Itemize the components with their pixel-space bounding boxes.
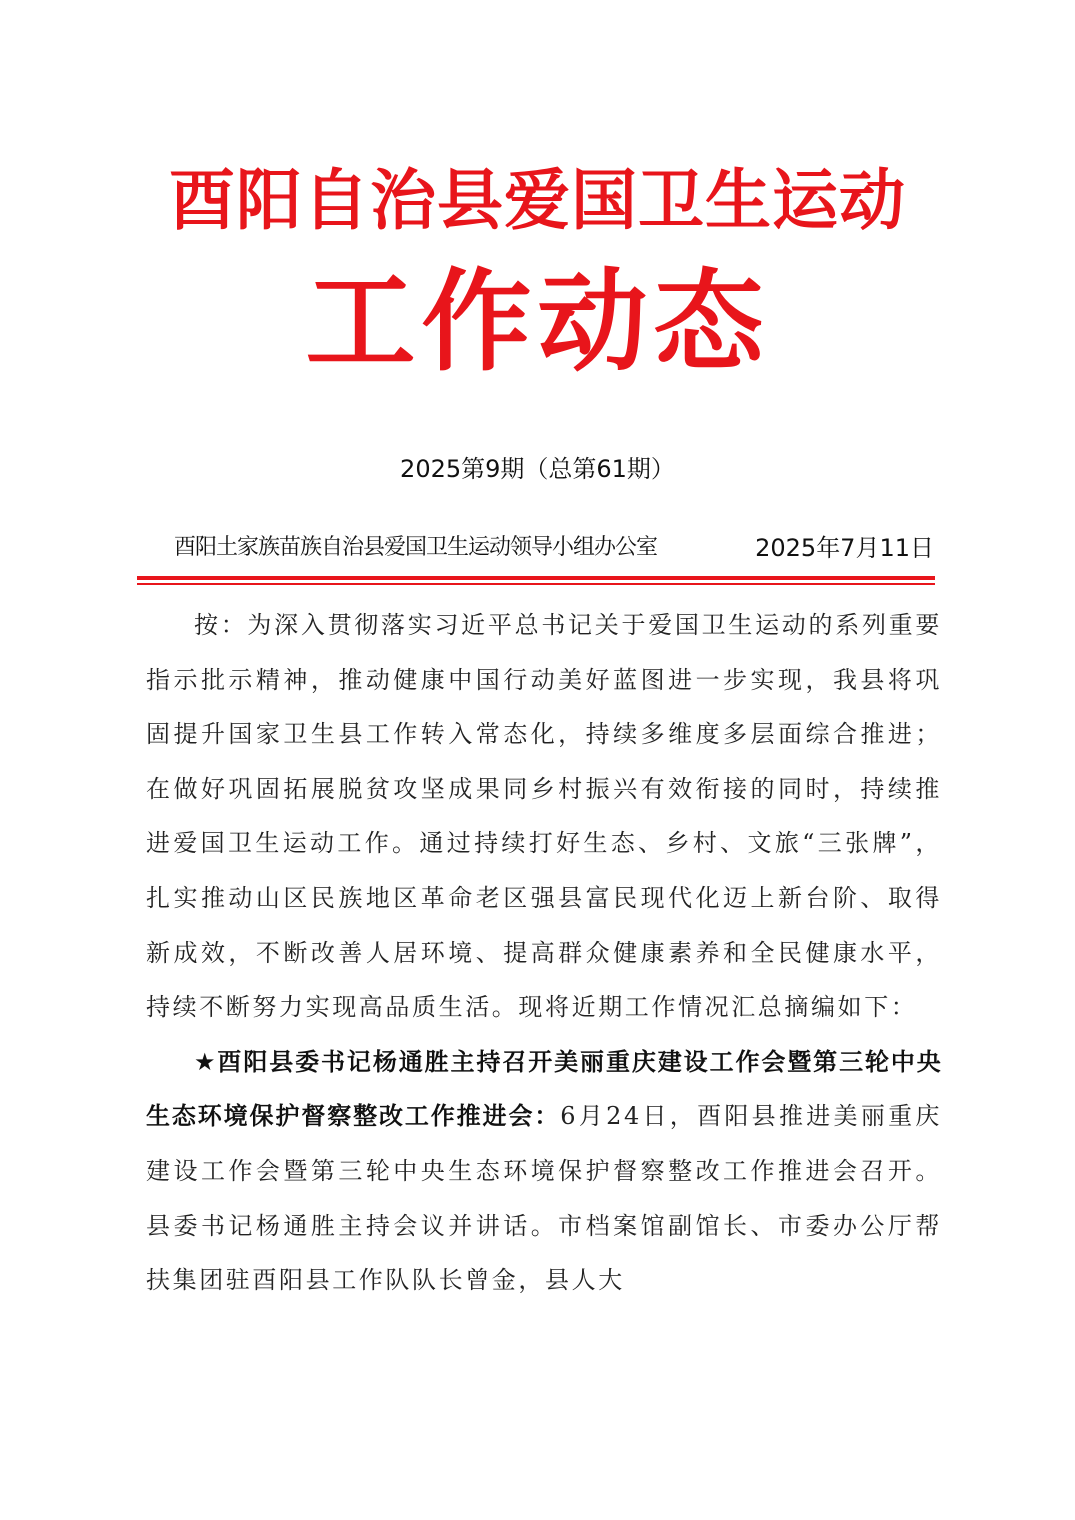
header-divider-thin bbox=[137, 583, 935, 585]
issue-number: 2025第9期（总第61期） bbox=[400, 455, 675, 483]
news-item-text: 6月24日，酉阳县推进美丽重庆建设工作会暨第三轮中央生态环境保护督察整改工作推进会召开。县委书记杨通胜主持会议并讲话。市档案馆副馆长、市委办公厅帮扶集团驻酉阳县工作队队长曾金，县人大 bbox=[146, 1102, 943, 1295]
preface-paragraph: 按：为深入贯彻落实习近平总书记关于爱国卫生运动的系列重要指示批示精神，推动健康中国行动美好蓝图进一步实现，我县将巩固提升国家卫生县工作转入常态化，持续多维度多层面综合推进；在做好巩固拓展脱贫攻坚成果同乡村振兴有效衔接的同时，持续推进爱国卫生运动工作。通过持续打好生态、乡村、文旅“三张牌”，扎实推动山区民族地区革命老区强县富民现代化迈上新台阶、取得新成效，不断改善人居环境、提高群众健康素养和全民健康水平，持续不断努力实现高品质生活。现将近期工作情况汇总摘编如下： bbox=[146, 611, 942, 1022]
issuer-name: 酉阳土家族苗族自治县爱国卫生运动领导小组办公室 bbox=[174, 535, 658, 560]
issuer-row bbox=[174, 530, 934, 566]
article-body bbox=[146, 598, 942, 1308]
issue-date: 2025年7月11日 bbox=[755, 534, 934, 562]
masthead-title-line1: 酉阳自治县爱国卫生运动 bbox=[169, 161, 906, 239]
news-item-paragraph bbox=[146, 1035, 942, 1308]
header-divider-thick bbox=[137, 576, 935, 580]
masthead-title-line2: 工作动态 bbox=[305, 257, 770, 386]
news-item-headline: ★酉阳县委书记杨通胜主持召开美丽重庆建设工作会暨第三轮中央生态环境保护督察整改工作推进会： bbox=[146, 1047, 942, 1131]
